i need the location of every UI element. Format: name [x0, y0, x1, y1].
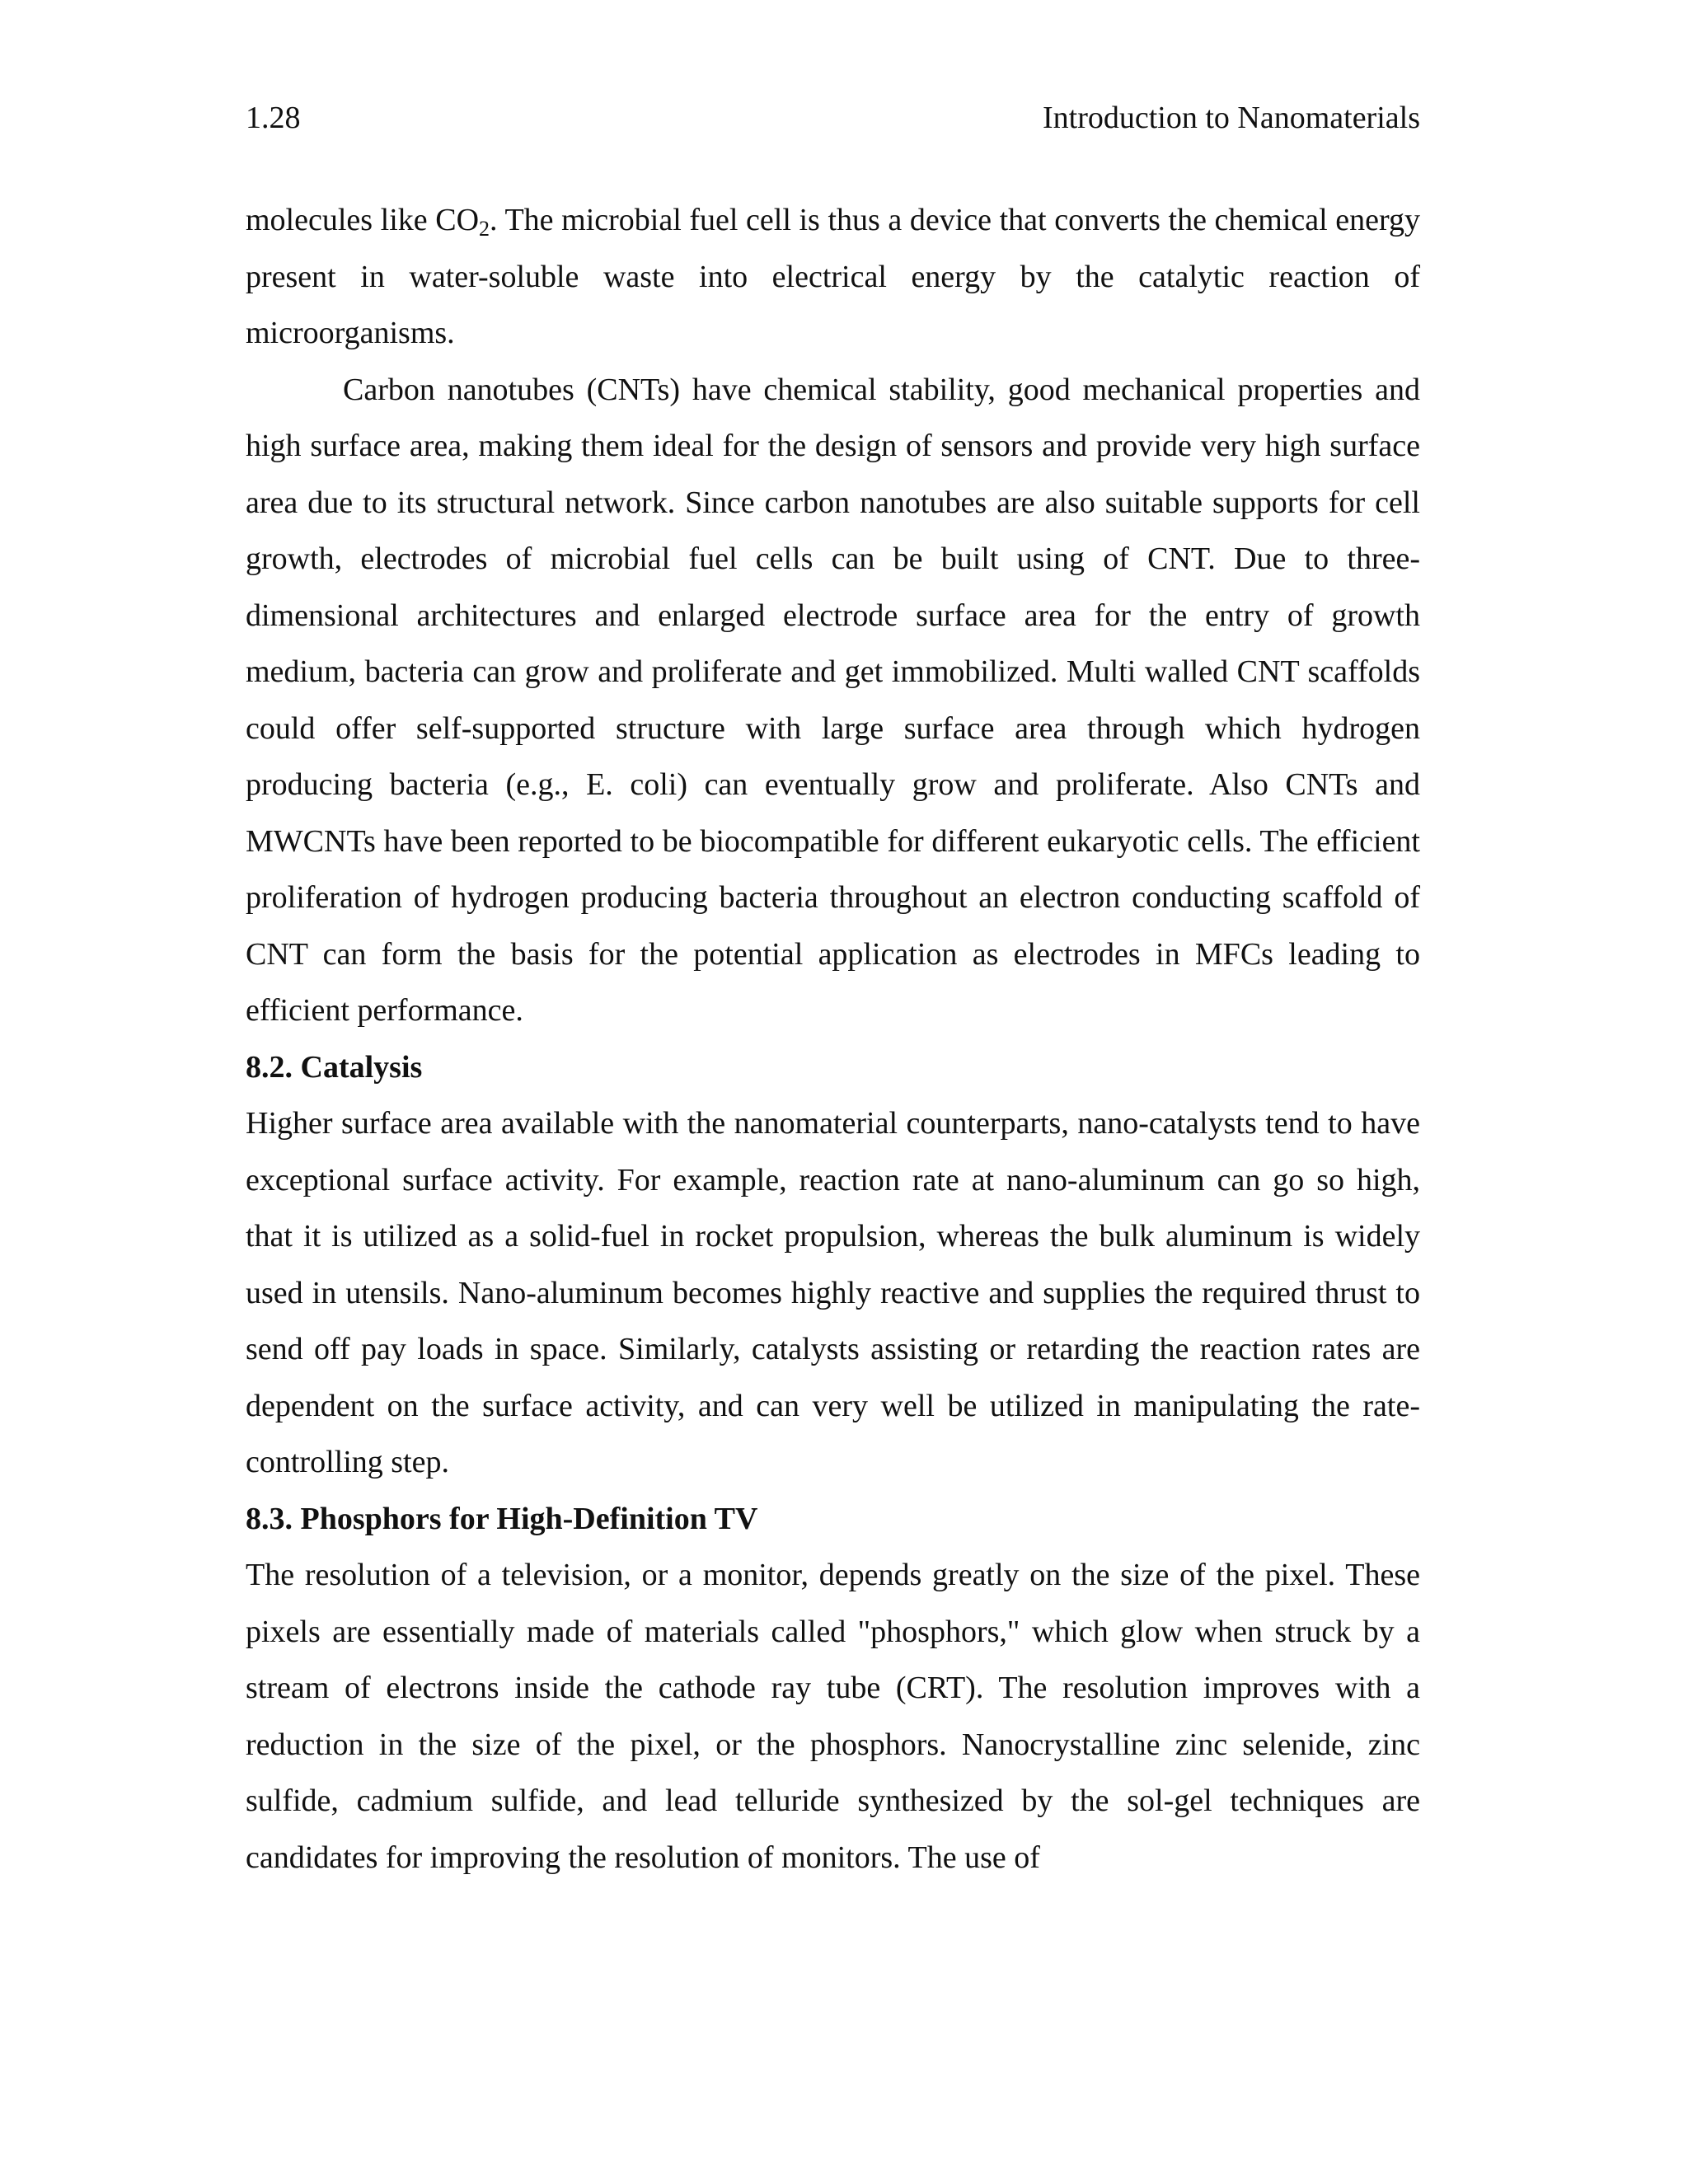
paragraph-catalysis: Higher surface area available with the nanomaterial counterparts, nano-catalysts tend to have exceptional surface activity. For example, reaction rate at nano-aluminum can go so high, that it is utilized as a solid-fuel in rocket propulsion, whereas the bulk aluminum is widely used in utensils. Nano-aluminum becomes highly reactive and supplies the required thrust to send off pay loads in space. Similarly, catalysts assisting or retarding the reaction rates are dependent on the surface activity, and can very well be utilized in manipulating the rate-controlling step.	[246, 1106, 1420, 1479]
paragraph-cnt: Carbon nanotubes (CNTs) have chemical stability, good mechanical properties and high surface area, making them ideal for the design of sensors and provide very high surface area due to its structural network. Since carbon nanotubes are also suitable supports for cell growth, electrodes of microbial fuel cells can be built using of CNT. Due to three-dimensional architectures and enlarged electrode surface area for the entry of growth medium, bacteria can grow and proliferate and get immobilized. Multi walled CNT scaffolds could offer self-supported structure with large surface area through which hydrogen producing bacteria (e.g., E. coli) can eventually grow and proliferate. Also CNTs and MWCNTs have been reported to be biocompatible for different eukaryotic cells. The efficient proliferation of hydrogen producing bacteria throughout an electron conducting scaffold of CNT can form the basis for the potential application as electrodes in MFCs leading to efficient performance.	[246, 372, 1420, 1028]
running-header	[246, 97, 1420, 138]
book-title: Introduction to Nanomaterials	[1043, 101, 1420, 135]
section-heading-catalysis: 8.2. Catalysis	[246, 1049, 423, 1085]
paragraph-text: . The microbial fuel cell is thus a device that converts the chemical energy present in water-soluble waste into electrical energy by the catalytic reaction of microorganisms.	[246, 203, 1420, 350]
paragraph-mfc-continuation	[246, 192, 1420, 362]
subscript: 2	[479, 217, 490, 241]
paragraph-text: molecules like CO	[246, 203, 480, 237]
page-number: 1.28	[246, 101, 301, 135]
body-text	[246, 192, 1420, 1886]
section-heading-phosphors: 8.3. Phosphors for High-Definition TV	[246, 1501, 758, 1536]
paragraph-phosphors: The resolution of a television, or a monitor, depends greatly on the size of the pixel. These pixels are essentially made of materials called "phosphors," which glow when struck by a stream of electrons inside the cathode ray tube (CRT). The resolution improves with a reduction in the size of the pixel, or the phosphors. Nanocrystalline zinc selenide, zinc sulfide, cadmium sulfide, and lead telluride synthesized by the sol-gel techniques are candidates for improving the resolution of monitors. The use of	[246, 1558, 1420, 1875]
